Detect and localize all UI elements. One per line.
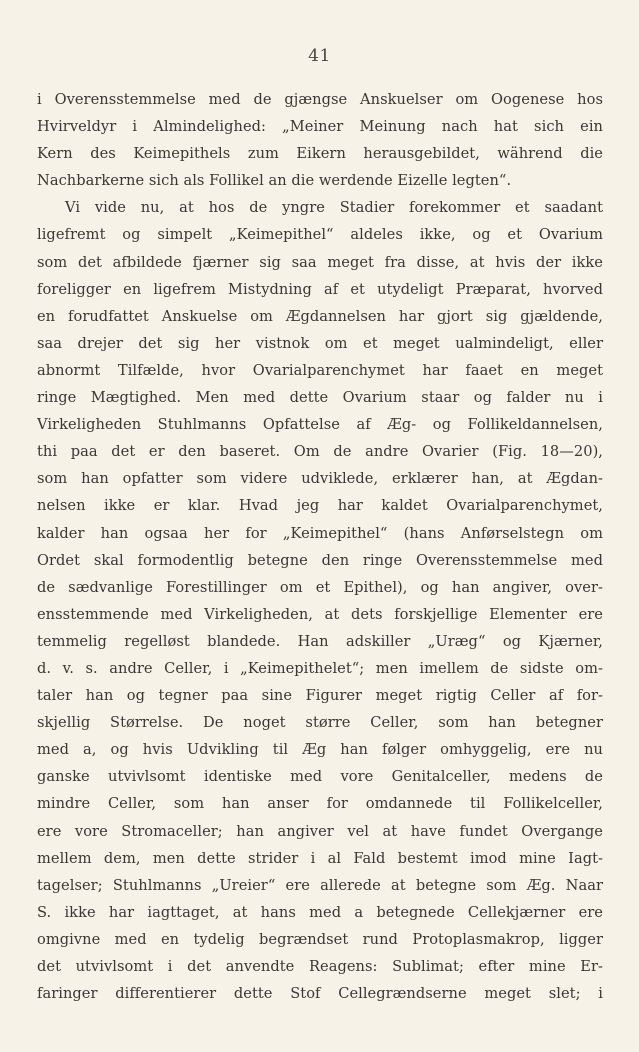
text-line: Ordet skal formodentlig betegne den ringe Overensstemmelse med xyxy=(37,551,603,569)
text-line: faringer differentierer dette Stof Cellegrændserne meget slet; i xyxy=(37,985,603,1003)
text-line: som det afbildede fjærner sig saa meget fra disse, at hvis der ikke xyxy=(37,253,603,271)
text-line: taler han og tegner paa sine Figurer meget rigtig Celler af for- xyxy=(37,687,603,705)
text-line: abnormt Tilfælde, hvor Ovarialparenchymet har faaet en meget xyxy=(37,361,603,379)
text-line: thi paa det er den baseret. Om de andre Ovarier (Fig. 18—20), xyxy=(37,443,603,461)
text-line: ligefremt og simpelt „Keimepithel“ aldeles ikke, og et Ovarium xyxy=(37,226,603,244)
text-line: S. ikke har iagttaget, at hans med a betegnede Cellekjærner ere xyxy=(37,903,603,921)
page-number: 41 xyxy=(308,46,331,66)
text-line: Kern des Keimepithels zum Eikern herausgebildet, während die xyxy=(37,145,603,163)
text-line: omgivne med en tydelig begrændset rund Protoplasmakrop, ligger xyxy=(37,930,603,948)
text-line: det utvivlsomt i det anvendte Reagens: Sublimat; efter mine Er- xyxy=(37,958,603,975)
text-line: mindre Celler, som han anser for omdannede til Follikelceller, xyxy=(37,795,603,813)
text-line: Nachbarkerne sich als Follikel an die werdende Eizelle legten“. xyxy=(37,172,512,190)
text-line: skjellig Størrelse. De noget større Celler, som han betegner xyxy=(37,714,603,732)
text-line: som han opfatter som videre udviklede, erklærer han, at Ægdan- xyxy=(37,470,603,488)
text-line: mellem dem, men dette strider i al Fald bestemt imod mine Iagt- xyxy=(37,849,603,867)
text-line: foreligger en ligefrem Mistydning af et utydeligt Præparat, hvorved xyxy=(37,280,603,298)
text-line: ere vore Stromaceller; han angiver vel at have fundet Overgange xyxy=(37,822,603,840)
text-line: de sædvanlige Forestillinger om et Epithel), og han angiver, over- xyxy=(37,578,603,596)
text-line: Hvirveldyr i Almindelighed: „Meiner Meinung nach hat sich ein xyxy=(37,118,603,136)
text-line: ringe Mægtighed. Men med dette Ovarium staar og falder nu i xyxy=(37,389,603,407)
body-text xyxy=(37,86,603,1007)
text-line: ensstemmende med Virkeligheden, at dets forskjellige Elementer ere xyxy=(37,605,603,623)
text-line: ganske utvivlsomt identiske med vore Genitalceller, medens de xyxy=(37,768,603,786)
text-line: Virkeligheden Stuhlmanns Opfattelse af Æg- og Follikeldannelsen, xyxy=(37,416,603,434)
text-line: nelsen ikke er klar. Hvad jeg har kaldet Ovarialparenchymet, xyxy=(37,497,603,515)
text-line: Vi vide nu, at hos de yngre Stadier forekommer et saadant xyxy=(65,199,603,217)
text-line: en forudfattet Anskuelse om Ægdannelsen har gjort sig gjældende, xyxy=(37,307,603,325)
text-line: d. v. s. andre Celler, i „Keimepithelet“; men imellem de sidste om- xyxy=(37,659,603,677)
text-line: saa drejer det sig her vistnok om et meget ualmindeligt, eller xyxy=(37,334,603,352)
text-line: kalder han ogsaa her for „Keimepithel“ (hans Anførselstegn om xyxy=(37,524,603,542)
text-line: temmelig regelløst blandede. Han adskiller „Uræg“ og Kjærner, xyxy=(37,632,603,650)
text-line: i Overensstemmelse med de gjængse Anskuelser om Oogenese hos xyxy=(37,91,603,108)
text-line: med a, og hvis Udvikling til Æg han følger omhyggelig, ere nu xyxy=(37,741,603,759)
text-line: tagelser; Stuhlmanns „Ureier“ ere allerede at betegne som Æg. Naar xyxy=(37,876,603,894)
